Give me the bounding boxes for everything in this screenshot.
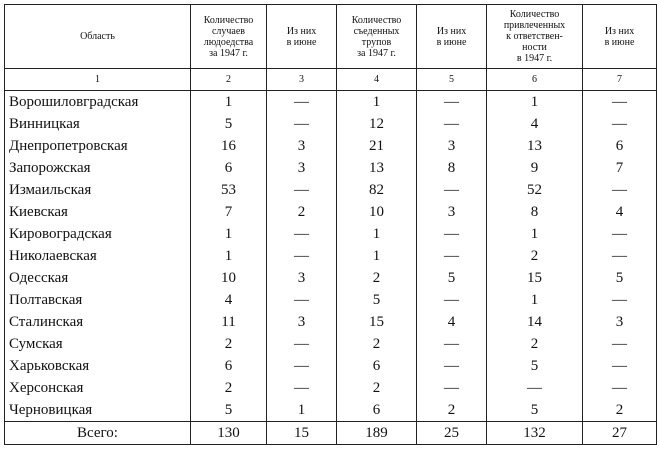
total-value-cell: 25 [417,422,487,445]
statistics-table [4,4,657,445]
value-cell: — [267,113,337,135]
column-number-7: 7 [583,69,657,91]
value-cell: 3 [417,201,487,223]
value-cell: 2 [487,245,583,267]
column-number-2: 2 [191,69,267,91]
value-cell: 1 [337,245,417,267]
value-cell: — [417,91,487,114]
value-cell: — [583,333,657,355]
value-cell: 8 [487,201,583,223]
value-cell: 6 [337,399,417,422]
table-row [5,399,657,422]
value-cell: 1 [487,223,583,245]
value-cell: 2 [417,399,487,422]
region-name-cell: Николаевская [5,245,191,267]
region-name-cell: Ворошиловградская [5,91,191,114]
value-cell: — [267,333,337,355]
table-row [5,355,657,377]
value-cell: 3 [267,311,337,333]
column-number-5: 5 [417,69,487,91]
column-header-3: Из них в июне [267,5,337,69]
table-row [5,201,657,223]
value-cell: — [583,289,657,311]
region-name-cell: Одесская [5,267,191,289]
table-row [5,311,657,333]
value-cell: 1 [487,289,583,311]
region-name-cell: Сталинская [5,311,191,333]
table-row [5,113,657,135]
column-header-2: Количество случаев людоедства за 1947 г. [191,5,267,69]
value-cell: 9 [487,157,583,179]
value-cell: 10 [191,267,267,289]
region-name-cell: Кировоградская [5,223,191,245]
value-cell: 82 [337,179,417,201]
value-cell: 12 [337,113,417,135]
column-number-1: 1 [5,69,191,91]
column-header-5: Из них в июне [417,5,487,69]
value-cell: 1 [487,91,583,114]
value-cell: — [267,355,337,377]
value-cell: 2 [337,377,417,399]
value-cell: 6 [191,157,267,179]
table-row [5,91,657,114]
table-row [5,157,657,179]
value-cell: 1 [191,223,267,245]
value-cell: — [417,245,487,267]
value-cell: 14 [487,311,583,333]
value-cell: 2 [337,267,417,289]
value-cell: 3 [583,311,657,333]
value-cell: 3 [267,267,337,289]
table-row [5,377,657,399]
value-cell: — [583,91,657,114]
value-cell: — [267,91,337,114]
value-cell: — [417,113,487,135]
column-number-6: 6 [487,69,583,91]
value-cell: 2 [337,333,417,355]
value-cell: — [417,377,487,399]
value-cell: 16 [191,135,267,157]
value-cell: 1 [191,91,267,114]
column-header-1: Область [5,5,191,69]
value-cell: 13 [337,157,417,179]
value-cell: — [417,223,487,245]
value-cell: 5 [191,113,267,135]
value-cell: 5 [487,355,583,377]
value-cell: 5 [337,289,417,311]
value-cell: 4 [191,289,267,311]
value-cell: — [417,289,487,311]
column-number-row [5,69,657,91]
region-name-cell: Полтавская [5,289,191,311]
value-cell: — [417,179,487,201]
value-cell: 2 [267,201,337,223]
value-cell: 1 [191,245,267,267]
value-cell: 52 [487,179,583,201]
table-row [5,245,657,267]
value-cell: — [267,245,337,267]
value-cell: — [583,179,657,201]
column-header-6: Количество привлеченных к ответствен- ности в 1947 г. [487,5,583,69]
value-cell: — [417,355,487,377]
value-cell: 5 [583,267,657,289]
region-name-cell: Измаильская [5,179,191,201]
value-cell: 4 [583,201,657,223]
value-cell: — [583,223,657,245]
value-cell: — [267,377,337,399]
table-row [5,289,657,311]
value-cell: — [267,223,337,245]
value-cell: 3 [267,157,337,179]
value-cell: 1 [337,223,417,245]
region-name-cell: Днепропетровская [5,135,191,157]
value-cell: 1 [267,399,337,422]
region-name-cell: Черновицкая [5,399,191,422]
value-cell: — [417,333,487,355]
value-cell: 8 [417,157,487,179]
value-cell: 5 [417,267,487,289]
value-cell: 1 [337,91,417,114]
value-cell: — [267,289,337,311]
region-name-cell: Сумская [5,333,191,355]
value-cell: 15 [337,311,417,333]
column-header-4: Количество съеденных трупов за 1947 г. [337,5,417,69]
value-cell: — [583,377,657,399]
value-cell: 5 [487,399,583,422]
region-name-cell: Запорожская [5,157,191,179]
table-row [5,223,657,245]
value-cell: 11 [191,311,267,333]
value-cell: 4 [487,113,583,135]
value-cell: 5 [191,399,267,422]
value-cell: 21 [337,135,417,157]
value-cell: 6 [337,355,417,377]
table-header [5,5,657,91]
value-cell: 53 [191,179,267,201]
value-cell: — [583,245,657,267]
total-row [5,422,657,445]
column-header-7: Из них в июне [583,5,657,69]
column-number-4: 4 [337,69,417,91]
value-cell: 7 [583,157,657,179]
value-cell: — [267,179,337,201]
value-cell: — [583,355,657,377]
value-cell: 3 [417,135,487,157]
value-cell: 2 [583,399,657,422]
table-body [5,91,657,422]
table-row [5,179,657,201]
value-cell: 4 [417,311,487,333]
total-value-cell: 132 [487,422,583,445]
value-cell: 6 [191,355,267,377]
value-cell: 2 [191,377,267,399]
region-name-cell: Киевская [5,201,191,223]
total-value-cell: 189 [337,422,417,445]
table-row [5,135,657,157]
total-value-cell: 130 [191,422,267,445]
value-cell: 15 [487,267,583,289]
value-cell: — [583,113,657,135]
total-value-cell: 15 [267,422,337,445]
table-row [5,267,657,289]
region-name-cell: Винницкая [5,113,191,135]
value-cell: 2 [487,333,583,355]
value-cell: 2 [191,333,267,355]
value-cell: 7 [191,201,267,223]
column-number-3: 3 [267,69,337,91]
table-row [5,333,657,355]
header-row [5,5,657,69]
value-cell: — [487,377,583,399]
value-cell: 13 [487,135,583,157]
region-name-cell: Харьковская [5,355,191,377]
total-label: Всего: [5,422,191,445]
region-name-cell: Херсонская [5,377,191,399]
value-cell: 10 [337,201,417,223]
value-cell: 3 [267,135,337,157]
total-value-cell: 27 [583,422,657,445]
value-cell: 6 [583,135,657,157]
